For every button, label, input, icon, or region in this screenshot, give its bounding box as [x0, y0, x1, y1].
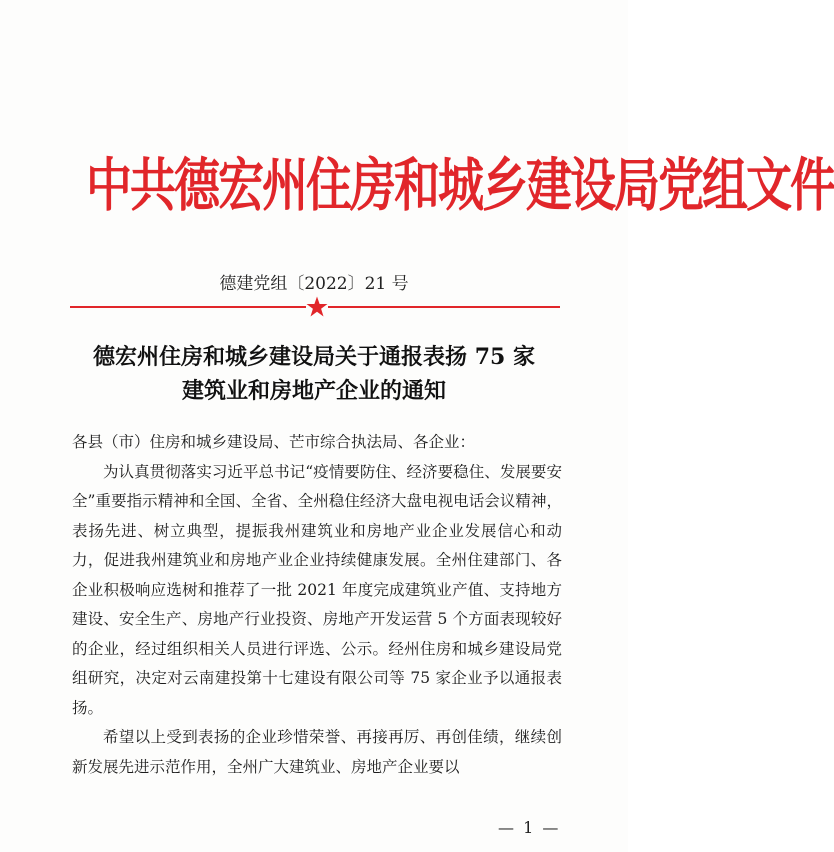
red-star-icon — [305, 295, 329, 319]
org-header-title: 中共德宏州住房和城乡建设局党组文件 — [86, 151, 834, 219]
body-paragraph-2: 希望以上受到表扬的企业珍惜荣誉、再接再厉、再创佳绩，继续创新发展先进示范作用，全州广大建筑业、房地产企业要以 — [72, 728, 562, 776]
page-number: — 1 — — [498, 818, 561, 837]
body-text — [72, 428, 562, 782]
body-paragraph-1: 为认真贯彻落实习近平总书记“疫情要防住、经济要稳住、发展要安全”重要指示精神和全国、全省、全州稳住经济大盘电视电话会议精神，表扬先进、树立典型，提振我州建筑业和房地产业企业发展信心和动力，促进我州建筑业和房地产业企业持续健康发展。全州住建部门、各企业积极响应选树和推荐了一批 2021 年度完成建筑业产值、支持地方建设、安全生产、房地产行业投资、房地产开发运营 5 个方面表现较好的企业，经过组织相关人员进行评选、公示。经州住房和城乡建设局党组研究，决定对云南建投第十七建设有限公司等 75 家企业予以通报表扬。 — [72, 462, 562, 717]
salutation: 各县（市）住房和城乡建设局、芒市综合执法局、各企业： — [72, 433, 476, 451]
document-number: 德建党组〔2022〕21 号 — [219, 274, 409, 294]
notice-title-line-2: 建筑业和房地产企业的通知 — [181, 378, 446, 404]
notice-title-line-1: 德宏州住房和城乡建设局关于通报表扬 75 家 — [93, 344, 535, 370]
notice-title — [60, 340, 568, 408]
red-divider-right — [328, 306, 560, 308]
red-divider-left — [70, 306, 306, 308]
